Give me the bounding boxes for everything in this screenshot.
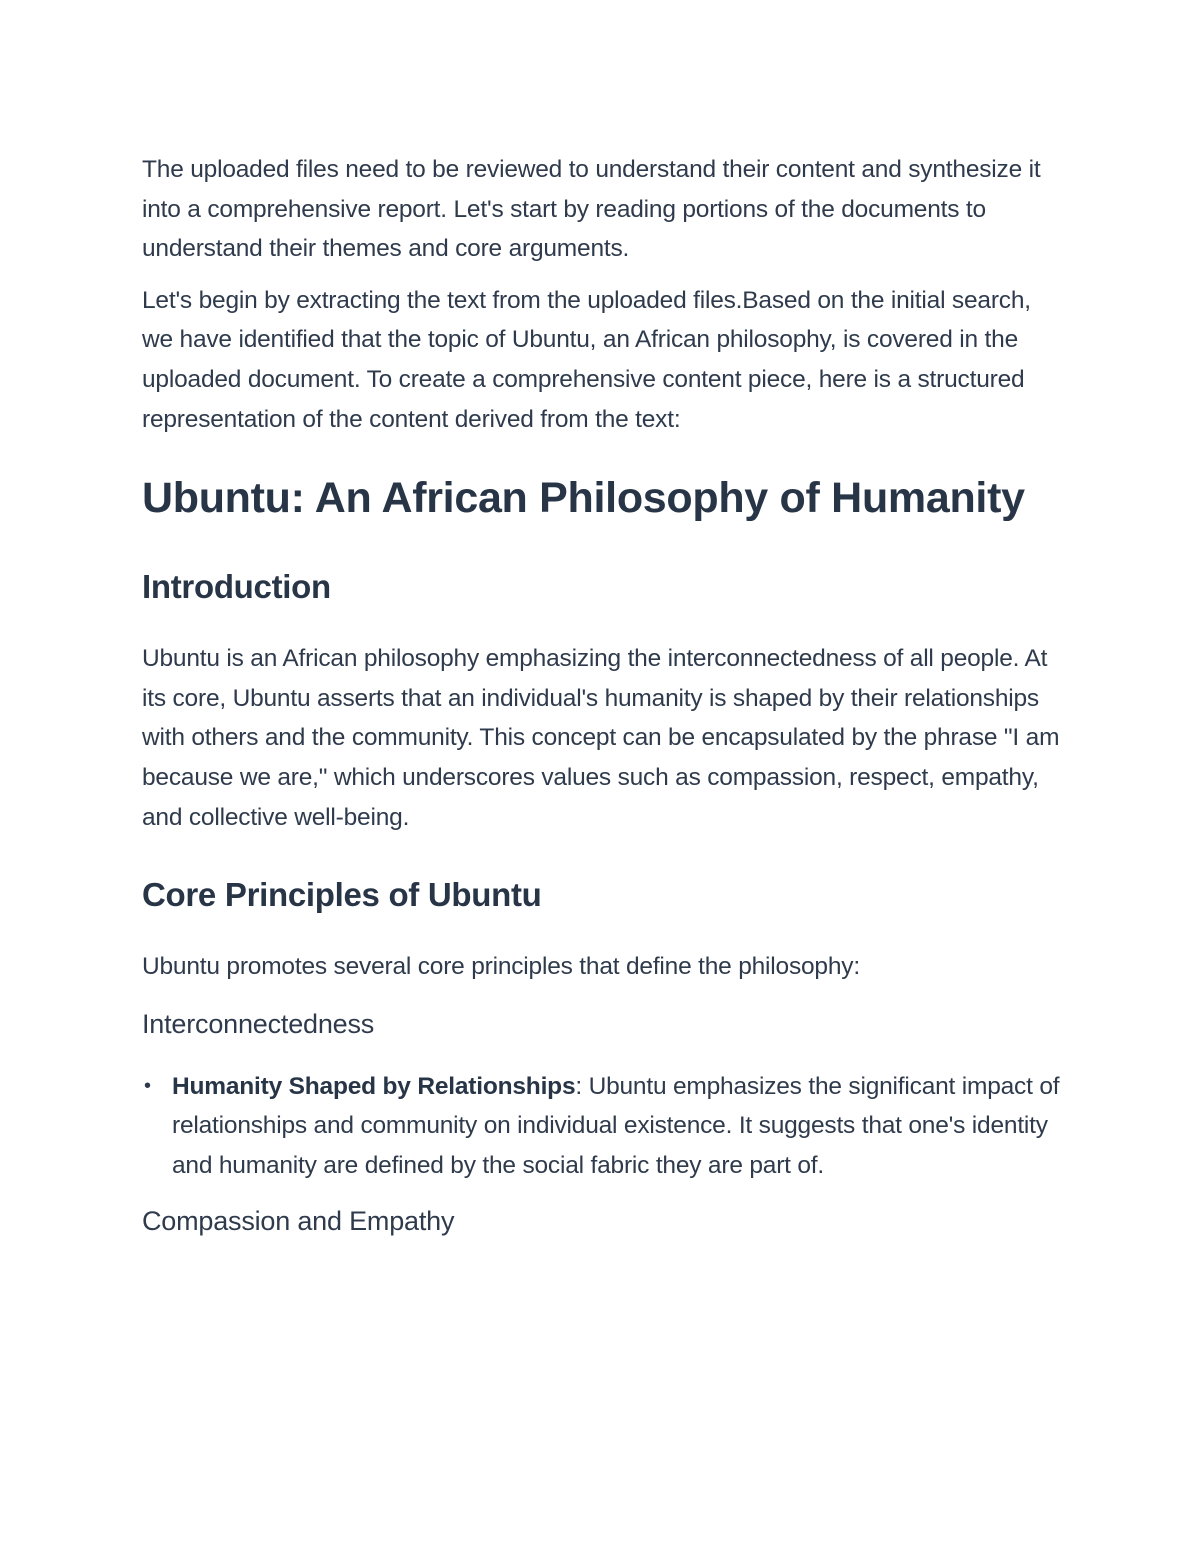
document-page	[142, 150, 1062, 1264]
interconnectedness-list	[142, 1067, 1062, 1186]
list-item	[144, 1067, 1062, 1186]
intro-paragraph-2: Let's begin by extracting the text from the uploaded files.Based on the initial search, we have identified that the topic of Ubuntu, an African philosophy, is covered in the uploaded document. To create a comprehensive content piece, here is a structured representation of the content derived from the text:	[142, 286, 1031, 433]
core-principles-heading: Core Principles of Ubuntu	[142, 876, 542, 914]
introduction-heading: Introduction	[142, 568, 331, 606]
document-title: Ubuntu: An African Philosophy of Humanity	[142, 474, 1025, 523]
introduction-text: Ubuntu is an African philosophy emphasizing the interconnectedness of all people. At its core, Ubuntu asserts that an individual's humanity is shaped by their relationships with others and the community. This concept can be encapsulated by the phrase "I am because we are," which underscores values such as compassion, respect, empathy, and collective well-being.	[142, 645, 1060, 831]
interconnectedness-heading: Interconnectedness	[142, 1008, 375, 1039]
list-item-text: : Ubuntu emphasizes the significant impact of relationships and community on individual existence. It suggests that one's identity and humanity are defined by the social fabric they are part of.	[172, 1072, 1060, 1179]
core-principles-intro: Ubuntu promotes several core principles that define the philosophy:	[142, 953, 860, 981]
compassion-heading: Compassion and Empathy	[142, 1205, 455, 1236]
list-item-term: Humanity Shaped by Relationships	[172, 1072, 576, 1100]
intro-paragraph-1: The uploaded files need to be reviewed to understand their content and synthesize it into a comprehensive report. Let's start by reading portions of the documents to understand their themes and core arguments.	[142, 156, 1041, 263]
bullet-icon: •	[144, 1074, 151, 1097]
